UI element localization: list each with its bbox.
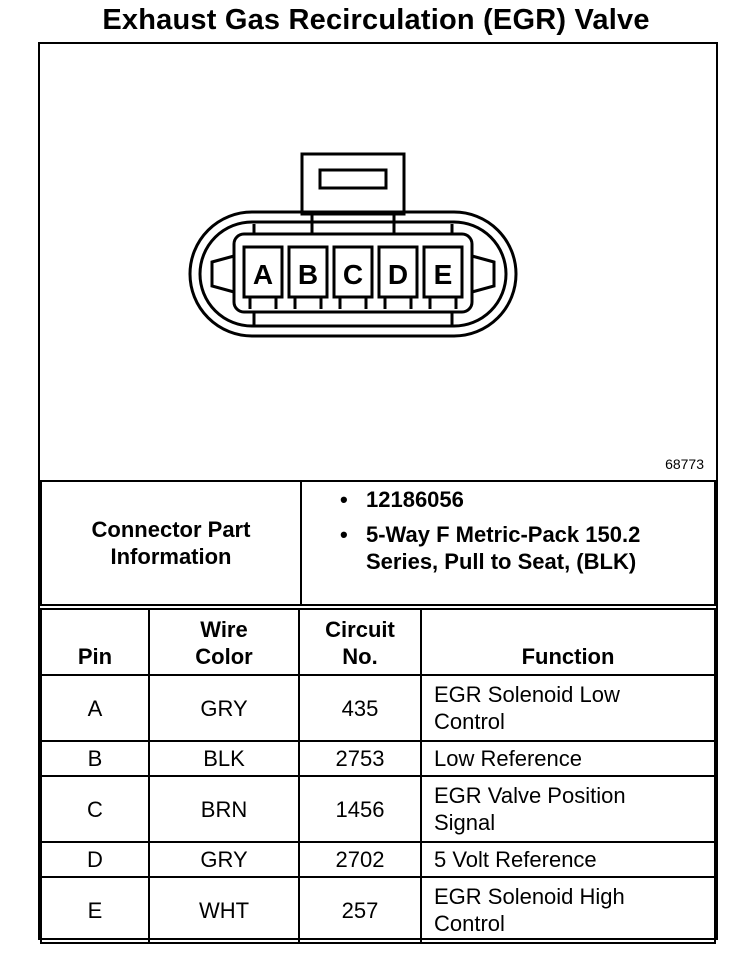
left-latch (212, 256, 234, 292)
connector-info-table (40, 480, 716, 606)
function-cell (421, 675, 715, 741)
connector-info-list (302, 486, 714, 575)
connector-label: Connector Part Information (91, 517, 251, 569)
wire-color-cell: GRY (149, 842, 299, 877)
terminal-label-b: B (297, 259, 319, 290)
right-latch (472, 256, 494, 292)
wire-color-cell: WHT (149, 877, 299, 943)
circuit-cell: 435 (299, 675, 421, 741)
locking-tab (302, 154, 404, 214)
pin-cell: B (41, 741, 149, 776)
terminal-label-c: C (342, 259, 364, 290)
connector-info-cell (301, 481, 715, 605)
table-row (41, 877, 715, 943)
table-row (41, 741, 715, 776)
function-text: EGR Valve Position Signal (434, 783, 626, 835)
pinout-table (40, 608, 716, 944)
locking-tab-slot (320, 170, 386, 188)
function-cell (421, 877, 715, 943)
connector-drawing (40, 44, 716, 480)
connector-diagram (40, 44, 716, 480)
circuit-cell: 1456 (299, 776, 421, 842)
table-row (41, 776, 715, 842)
terminal-label-a: A (252, 259, 274, 290)
wire-color-header-text: Wire Color (195, 617, 253, 669)
figure-number: 68773 (665, 456, 704, 472)
col-header-wire-color (149, 609, 299, 675)
circuit-cell: 2753 (299, 741, 421, 776)
terminal-label-e: E (433, 259, 453, 290)
connector-description: • 5-Way F Metric-Pack 150.2 Series, Pull to Seat, (BLK) (366, 521, 714, 575)
function-text: EGR Solenoid Low Control (434, 682, 620, 734)
col-header-pin: Pin (41, 609, 149, 675)
col-header-function: Function (421, 609, 715, 675)
circuit-cell: 257 (299, 877, 421, 943)
function-cell: Low Reference (421, 741, 715, 776)
function-cell (421, 776, 715, 842)
page-title: Exhaust Gas Recirculation (EGR) Valve (102, 4, 650, 36)
pin-cell: C (41, 776, 149, 842)
part-number: • 12186056 (366, 486, 714, 513)
col-header-circuit (299, 609, 421, 675)
pin-cell: E (41, 877, 149, 943)
circuit-cell: 2702 (299, 842, 421, 877)
table-row (41, 842, 715, 877)
connector-label-cell (41, 481, 301, 605)
pin-cell: D (41, 842, 149, 877)
function-cell: 5 Volt Reference (421, 842, 715, 877)
circuit-header-text: Circuit No. (325, 617, 395, 669)
connector-sheet (38, 42, 718, 940)
pin-cell: A (41, 675, 149, 741)
wire-color-cell: BLK (149, 741, 299, 776)
wire-color-cell: GRY (149, 675, 299, 741)
wire-color-cell: BRN (149, 776, 299, 842)
table-row (41, 675, 715, 741)
terminal-label-d: D (387, 259, 409, 290)
pinout-header-row (41, 609, 715, 675)
function-text: EGR Solenoid High Control (434, 884, 625, 936)
